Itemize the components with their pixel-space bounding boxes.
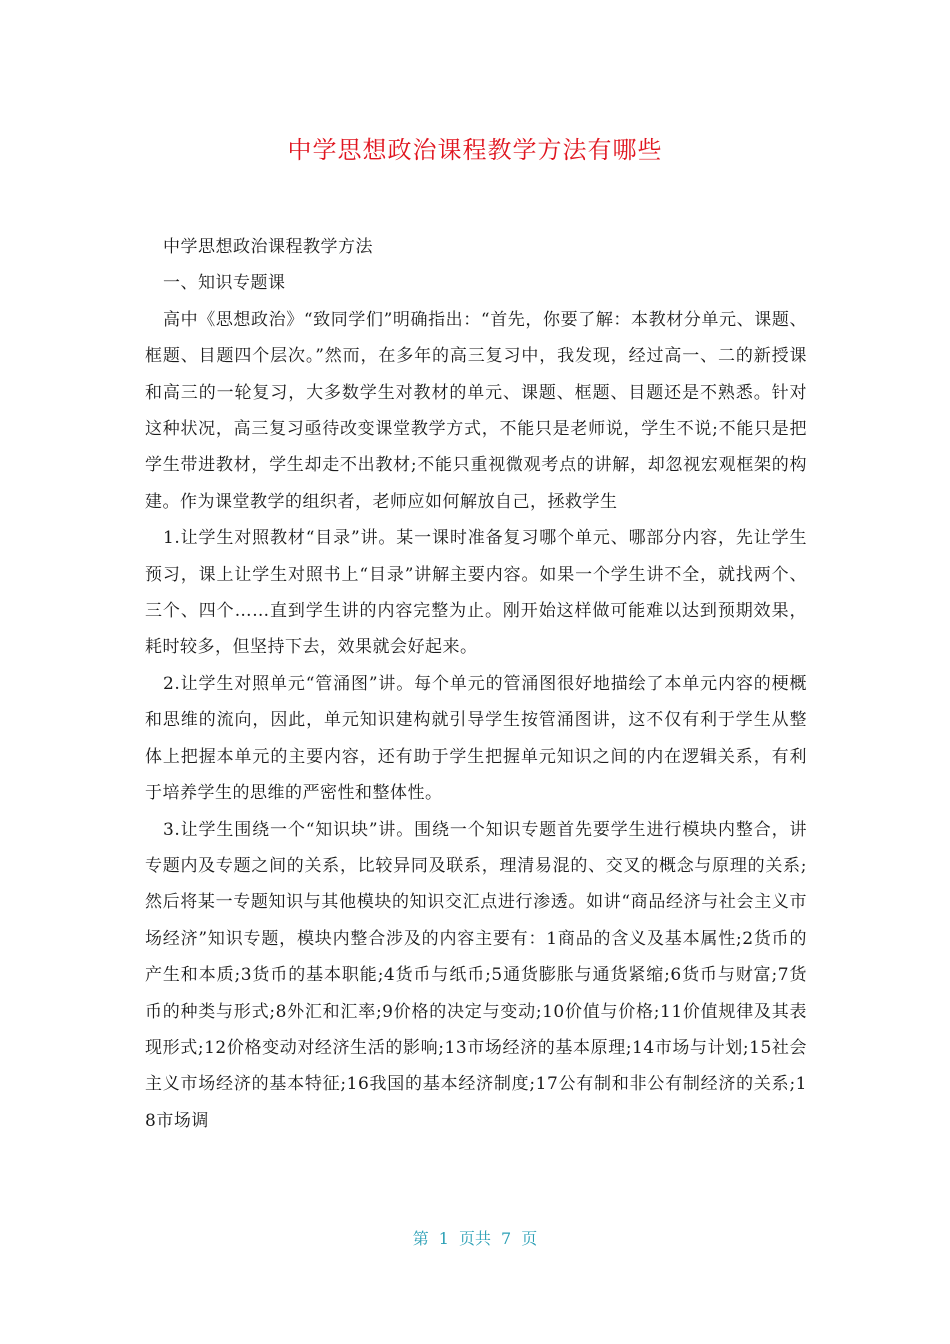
paragraph-intro: 高中《思想政治》“致同学们”明确指出：“首先，你要了解：本教材分单元、课题、框题、目题四个层次。”然而，在多年的高三复习中，我发现，经过高一、二的新授课和高三的一轮复习，大多数学生对教材的单元、课题、框题、目题还是不熟悉。针对这种状况，高三复习亟待改变课堂教学方式，不能只是老师说，学生不说;不能只是把学生带进教材，学生却走不出教材;不能只重视微观考点的讲解，却忽视宏观框架的构建。作为课堂教学的组织者，老师应如何解放自己，拯救学生 [145, 309, 807, 512]
paragraph-point-3: 3.让学生围绕一个“知识块”讲。围绕一个知识专题首先要学生进行模块内整合，讲专题内及专题之间的关系，比较异同及联系，理清易混的、交叉的概念与原理的关系;然后将某一专题知识与其他模块的知识交汇点进行渗透。如讲“商品经济与社会主义市场经济”知识专题，模块内整合涉及的内容主要有：1商品的含义及基本属性;2货币的产生和本质;3货币的基本职能;4货币与纸币;5通货膨胀与通货紧缩;6货币与财富;7货币的种类与形式;8外汇和汇率;9价格的决定与变动;10价值与价格;11价值规律及其表现形式;12价格变动对经济生活的影响;13市场经济的基本原理;14市场与计划;15社会主义市场经济的基本特征;16我国的基本经济制度;17公有制和非公有制经济的关系;18市场调 [145, 819, 807, 1131]
footer-label-of: 页共 [458, 1229, 491, 1248]
document-title: 中学思想政治课程教学方法有哪些 [287, 136, 663, 164]
paragraph-point-1: 1.让学生对照教材“目录”讲。某一课时准备复习哪个单元、哪部分内容，先让学生预习，课上让学生对照书上“目录”讲解主要内容。如果一个学生讲不全，就找两个、三个、四个……直到学生讲的内容完整为止。刚开始这样做可能难以达到预期效果，耗时较多，但坚持下去，效果就会好起来。 [145, 528, 807, 658]
page-footer [0, 1226, 950, 1249]
footer-current-page: 1 [438, 1229, 449, 1248]
paragraph-section-heading: 一、知识专题课 [163, 273, 286, 294]
footer-label-page: 第 [412, 1229, 429, 1248]
paragraph-heading: 中学思想政治课程教学方法 [163, 237, 373, 257]
paragraph-point-2: 2.让学生对照单元“管涌图”讲。每个单元的管涌图很好地描绘了本单元内容的梗概和思维的流向，因此，单元知识建构就引导学生按管涌图讲，这不仅有利于学生从整体上把握本单元的主要内容，还有助于学生把握单元知识之间的内在逻辑关系，有利于培养学生的思维的严密性和整体性。 [145, 673, 807, 804]
footer-total-pages: 7 [501, 1229, 512, 1248]
footer-label-page-end: 页 [521, 1229, 538, 1248]
document-body [145, 229, 807, 1139]
